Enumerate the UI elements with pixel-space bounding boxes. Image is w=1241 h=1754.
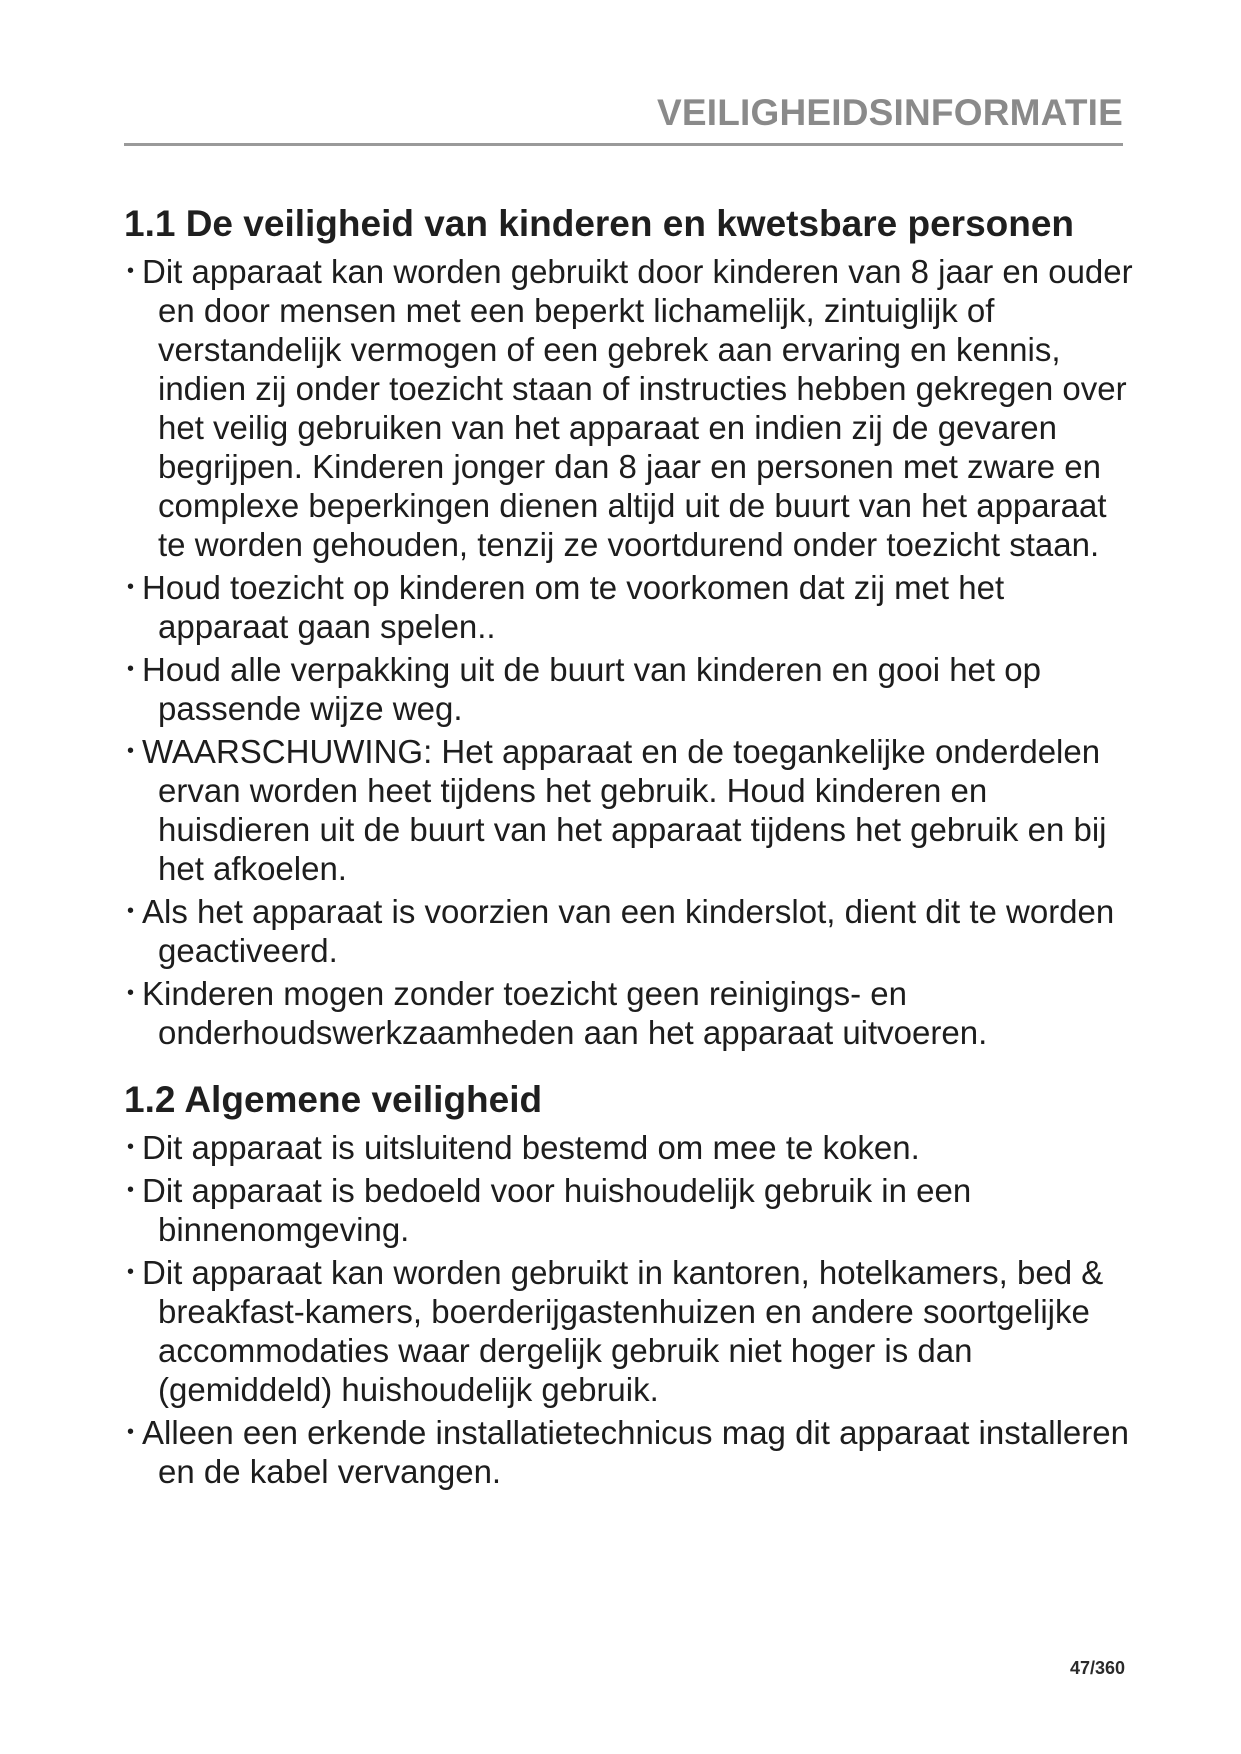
bullet-list	[124, 1128, 1134, 1491]
section-title: 1.1 De veiligheid van kinderen en kwetsbare personen	[124, 203, 1075, 244]
section-title: 1.2 Algemene veiligheid	[124, 1079, 543, 1120]
bullet-icon: •	[127, 1179, 135, 1201]
bullet-list	[124, 252, 1134, 1052]
section-child-safety	[124, 196, 1134, 1052]
bullet-icon: •	[127, 658, 135, 680]
list-item: • Alleen een erkende installatietechnicus mag dit apparaat installeren en de kabel vervangen.	[127, 1414, 1129, 1490]
bullet-icon: •	[127, 740, 135, 762]
list-item: • Kinderen mogen zonder toezicht geen reinigings- en onderhoudswerkzaamheden aan het apparaat uitvoeren.	[127, 975, 988, 1051]
page-content	[124, 196, 1134, 1495]
bullet-icon: •	[127, 576, 135, 598]
bullet-icon: •	[127, 260, 135, 282]
header-title: VEILIGHEIDSINFORMATIE	[656, 92, 1123, 133]
list-item: • Dit apparaat kan worden gebruikt in kantoren, hotelkamers, bed & breakfast-kamers, boerderijgastenhuizen en andere soortgelijke accommodaties waar dergelijk gebruik niet hoger is dan (gemiddeld) huishoudelijk gebruik.	[127, 1254, 1104, 1408]
list-item: • Als het apparaat is voorzien van een kinderslot, dient dit te worden geactiveerd.	[127, 893, 1115, 969]
bullet-icon: •	[127, 1261, 135, 1283]
list-item: • Dit apparaat is bedoeld voor huishoudelijk gebruik in een binnenomgeving.	[127, 1172, 972, 1248]
bullet-icon: •	[127, 982, 135, 1004]
list-item: • Houd alle verpakking uit de buurt van kinderen en gooi het op passende wijze weg.	[127, 651, 1041, 727]
list-item: • WAARSCHUWING: Het apparaat en de toegankelijke onderdelen ervan worden heet tijdens het gebruik. Houd kinderen en huisdieren uit de buurt van het apparaat tijdens het gebruik en bij het afkoelen.	[127, 733, 1107, 887]
list-item: • Dit apparaat is uitsluitend bestemd om mee te koken.	[127, 1129, 920, 1166]
page-number: 47/360	[1069, 1658, 1125, 1678]
bullet-icon: •	[127, 1136, 135, 1158]
section-general-safety	[124, 1072, 1134, 1491]
list-item: • Houd toezicht op kinderen om te voorkomen dat zij met het apparaat gaan spelen..	[127, 569, 1005, 645]
page-header	[124, 88, 1123, 146]
list-item: • Dit apparaat kan worden gebruikt door kinderen van 8 jaar en ouder en door mensen met een beperkt lichamelijk, zintuiglijk of verstandelijk vermogen of een gebrek aan ervaring en kennis, indien zij onder toezicht staan of instructies hebben gekregen over het veilig gebruiken van het apparaat en indien zij de gevaren begrijpen. Kinderen jonger dan 8 jaar en personen met zware en complexe beperkingen dienen altijd uit de buurt van het apparaat te worden gehouden, tenzij ze voortdurend onder toezicht staan.	[127, 253, 1133, 563]
bullet-icon: •	[127, 1421, 135, 1443]
bullet-icon: •	[127, 900, 135, 922]
